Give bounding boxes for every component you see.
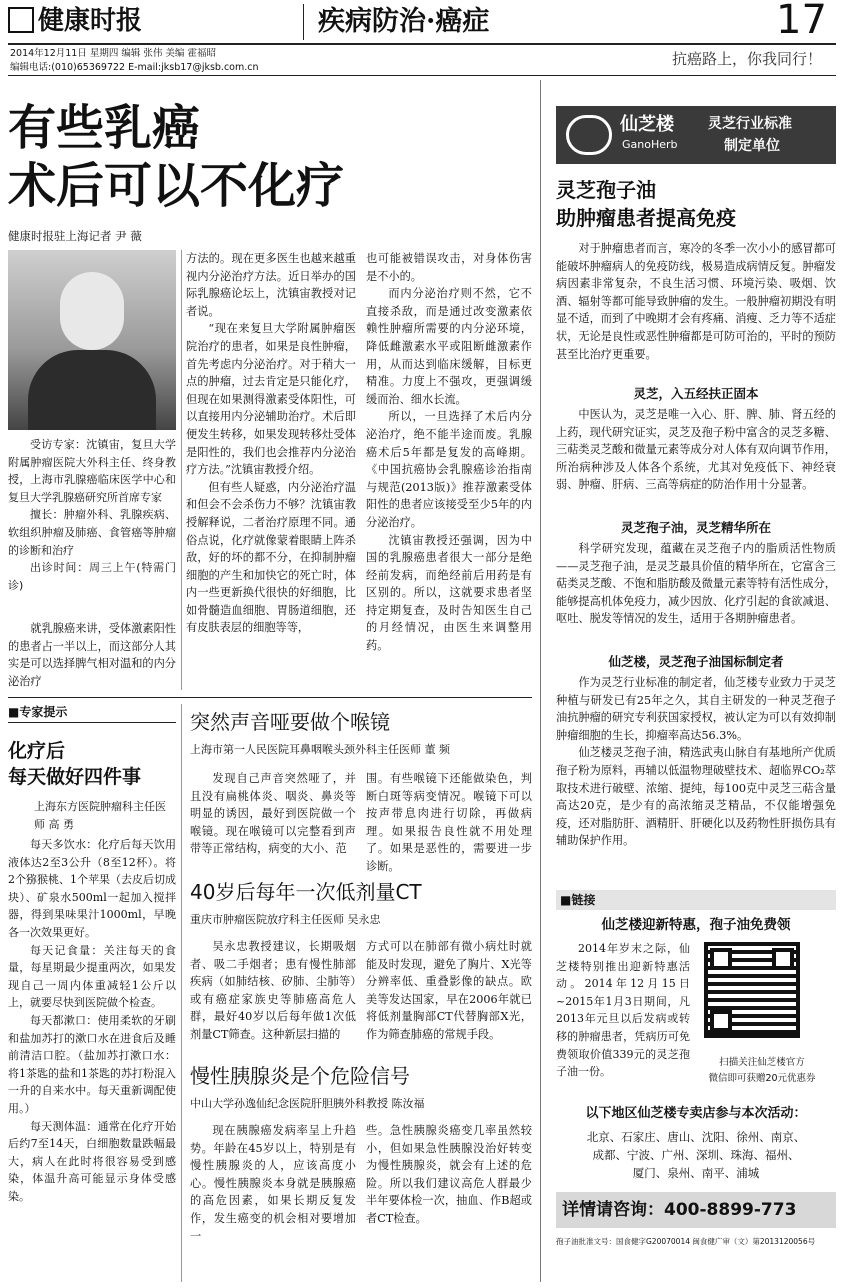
art4-col2 bbox=[366, 1122, 532, 1282]
logo-icon bbox=[8, 7, 34, 33]
person-body-icon bbox=[28, 350, 156, 430]
paragraph: 对于肿瘤患者而言，寒冷的冬季一次小小的感冒都可能破坏肿瘤病人的免疫防线，极易造成病情反复。肿瘤发病因素非常复杂，不良生活习惯、环境污染、吸烟、饮酒、辐射等都可能导致肿瘤的发生。一般肿瘤初期没有明显不适，而到了中晚期才会有疼痛、消瘦、乏力等不适症状，无论是良性或恶性肿瘤都是可防可治的，平时的预防甚至比治疗更重要。 bbox=[556, 242, 836, 361]
hotline-label: 详情请咨询： bbox=[562, 1200, 664, 1220]
masthead-logo: 健康时报 bbox=[8, 2, 168, 40]
paragraph: 中医认为，灵芝是唯一入心、肝、脾、肺、肾五经的上药，现代研究证实，灵芝及孢子粉中富含的灵芝多糖、三萜类灵芝酸和微量元素等成分对人体有双向调节作用，所治病种涉及人体各个系统，尤其对免疫低下、神经衰弱、肿瘤、肝病、三高等病症的防治作用十分显著。 bbox=[556, 408, 836, 492]
tips-body bbox=[8, 836, 176, 1282]
date-line: 2014年12月11日 星期四 编辑 张伟 美编 霍福昭 bbox=[10, 48, 216, 59]
badge-line2: 制定单位 bbox=[724, 138, 780, 154]
expert-specialty: 擅长：肿瘤外科、乳腺疾病、软组织肿瘤及肺癌、食管癌等肿瘤的诊断和治疗 bbox=[8, 508, 176, 557]
expert-photo bbox=[8, 250, 176, 430]
ad-title1: 灵芝孢子油 bbox=[556, 178, 656, 202]
art3-title: 40岁后每年一次低剂量CT bbox=[190, 880, 422, 904]
stores-line1: 北京、石家庄、唐山、沈阳、徐州、南京、 bbox=[586, 1130, 806, 1144]
ad-sub1-text bbox=[556, 406, 836, 512]
paragraph: “现在来复旦大学附属肿瘤医院治疗的患者，如果是良性肿瘤，首先考虑内分泌治疗。对于稍大一点的肿瘤，过去肯定是只能化疗，但现在如果测得激素受体阳性，可以直接用内分泌辅助治疗。术后即便发生转移，如果发现转移灶受体是阳性的，我们也会推荐内分泌治疗方法。”沈镇宙教授介绍。 bbox=[186, 322, 356, 477]
hotline-number: 400-8899-773 bbox=[664, 1200, 797, 1220]
page-number: 17 bbox=[776, 0, 827, 43]
art4-author: 中山大学孙逸仙纪念医院肝胆胰外科教授 陈汝福 bbox=[190, 1097, 425, 1110]
art4-title: 慢性胰腺炎是个危险信号 bbox=[190, 1064, 410, 1088]
main-col3 bbox=[366, 250, 532, 690]
ad-sub2-text bbox=[556, 540, 836, 648]
ganoherb-logo-icon bbox=[566, 115, 612, 155]
stores-title: 以下地区仙芝楼专卖店参与本次活动： bbox=[585, 1106, 807, 1121]
ad-intro bbox=[556, 240, 836, 382]
link-tag: ■链接 bbox=[556, 890, 836, 910]
promo-text bbox=[556, 940, 690, 1082]
paragraph: 而内分泌治疗则不然，它不直接杀敌，而是通过改变激素依赖性肿瘤所需要的内分泌环境，降低雌激素水平或阻断雌激素作用，从而达到临床缓解，目标更精准。力度上不强攻，更强调缓缓而治、细水长流。 bbox=[366, 287, 532, 406]
paragraph: 所以，一旦选择了术后内分泌治疗，绝不能半途而废。乳腺癌术后5年都是复发的高峰期。《中国抗癌协会乳腺癌诊治指南与规范(2013版)》推荐激素受体阳性的患者应该接受至少5年的内分泌治疗。 bbox=[366, 410, 532, 529]
contact-line: 编辑电话:(010)65369722 E-mail:jksb17@jksb.com.cn bbox=[10, 62, 259, 73]
tip-paragraph: 每天记食量：关注每天的食量，每星期最少提重两次，如果发现自己一周内体重减轻1公斤以上，就要尽快到医院做个检查。 bbox=[8, 943, 176, 1010]
promo-title: 仙芝楼迎新特惠，孢子油免费领 bbox=[601, 917, 791, 933]
art2-author: 上海市第一人民医院耳鼻咽喉头颈外科主任医师 董 频 bbox=[190, 743, 450, 756]
expert-clinic: 出诊时间：周三上午(特需门诊) bbox=[8, 561, 176, 592]
tip-paragraph: 每天都漱口：使用柔软的牙刷和盐加苏打的漱口水在进食后及睡前清洁口腔。（盐加苏打漱口水：将1茶匙的盐和1茶匙的苏打粉混入一升的自来水中。每天重新调配使用。） bbox=[8, 1013, 176, 1115]
paragraph: 围。有些喉镜下还能做染色，判断白斑等病变情况。喉镜下可以按声带息肉进行切除，再做病理。如果报告良性就不用处理了。如果是恶性的，需要进一步诊断。 bbox=[366, 772, 532, 873]
main-col2 bbox=[186, 250, 356, 690]
expert-box bbox=[8, 436, 176, 606]
paragraph: 2014年岁末之际，仙芝楼特别推出迎新特惠活动。2014年12月15日~2015年1月3日期间，凡2013年元旦以后发病或转移的肿瘤患者，凭病历可免费领取价值339元的灵芝孢子油一份。 bbox=[556, 942, 690, 1079]
paragraph: 科学研究发现，蕴藏在灵芝孢子内的脂质活性物质——灵芝孢子油，是灵芝最具价值的精华所在，它富含三萜类灵芝酸、不饱和脂肪酸及微量元素等特有活性成分，能够提高机体免疫力，减少因放、化疗引起的食欲减退、呕吐、脱发等情况的发生，适用于各期肿瘤患者。 bbox=[556, 542, 836, 626]
approval-number: 孢子油批准文号：国食健字G20070014 闽食健广审（文）第2013120056号 bbox=[556, 1237, 816, 1246]
hotline-bar bbox=[556, 1192, 836, 1228]
art3-col1 bbox=[190, 938, 356, 1060]
ad-banner bbox=[556, 106, 836, 164]
art3-col2 bbox=[366, 938, 532, 1060]
badge-line1: 灵芝行业标准 bbox=[708, 116, 792, 132]
headline-line2: 术后可以不化疗 bbox=[8, 158, 345, 214]
tips-tag: ■专家提示 bbox=[8, 705, 68, 719]
paragraph: 些。急性胰腺炎癌变几率虽然较小，但如果急性胰腺没治好转变为慢性胰腺炎，就会有上述的危险。所以我们建议高危人群最少半年要体检一次，抽血、作B超或者CT检查。 bbox=[366, 1124, 532, 1225]
paragraph: 但有些人疑惑，内分泌治疗温和但会不会杀伤力不够？沈镇宙教授解释说，二者治疗原理不同。通俗点说，化疗就像蒙着眼睛上阵杀敌，好的坏的都不分，在抑制肿瘤细胞的产生和加快它的死亡时，体内一些更新换代很快的好细胞，比如骨髓造血细胞、胃肠道细胞，还有皮肤表层的细胞等等， bbox=[186, 480, 356, 635]
expert-intro: 受访专家：沈镇宙，复旦大学附属肿瘤医院大外科主任、终身教授，上海市乳腺癌临床医学中心和复旦大学乳腺癌研究所首席专家 bbox=[8, 438, 176, 504]
qr-caption1: 扫描关注仙芝楼官方 bbox=[719, 1057, 805, 1068]
brand-en: GanoHerb bbox=[622, 138, 678, 151]
ad-sub3: 仙芝楼，灵芝孢子油国标制定者 bbox=[608, 654, 784, 669]
headline-line1: 有些乳癌 bbox=[8, 100, 201, 156]
section-title: 疾病防治·癌症 bbox=[318, 6, 490, 37]
qr-code bbox=[704, 942, 800, 1038]
tips-title2: 每天做好四件事 bbox=[8, 766, 142, 788]
art2-col1 bbox=[190, 770, 356, 876]
main-col1 bbox=[8, 620, 176, 692]
paragraph: 吴永忠教授建议，长期吸烟者、吸二手烟者；患有慢性肺部疾病（如肺结核、矽肺、尘肺等）或有癌症家族史等肺癌高危人群，最好40岁以后每年做1次低剂量CT筛查。这种新层扫描的 bbox=[190, 940, 356, 1041]
tip-paragraph: 每天多饮水：化疗后每天饮用液体达2至3公升（8至12杯）。将2个猕猴桃、1个苹果（去皮后切成块）、矿泉水500ml一起加入搅拌器，得到果味果汁1000ml，早晚各一次效果更好。 bbox=[8, 838, 176, 939]
art3-author: 重庆市肿瘤医院放疗科主任医师 吴永忠 bbox=[190, 913, 381, 926]
qr-caption2: 微信即可获赠20元优惠券 bbox=[708, 1073, 816, 1084]
tip-paragraph: 每天测体温：通常在化疗开始后约7至14天，白细胞数量跌幅最大，病人在此时将很容易受到感染，体温升高可能显示身体受感染。 bbox=[8, 1119, 176, 1203]
art4-col1 bbox=[190, 1122, 356, 1282]
paragraph: 现在胰腺癌发病率呈上升趋势。年龄在45岁以上，特别是有慢性胰腺炎的人，应该高度小心。慢性胰腺炎本身就是胰腺癌的高危因素，如果长期反复发作，发生癌变的机会相对要增加一 bbox=[190, 1124, 356, 1243]
stores-line2: 成都、宁波、广州、深圳、珠海、福州、 bbox=[592, 1148, 800, 1162]
brand-cn: 仙芝楼 bbox=[620, 114, 674, 135]
stores-line3: 厦门、泉州、南平、浦城 bbox=[632, 1166, 760, 1180]
tips-title1: 化疗后 bbox=[8, 740, 66, 762]
paragraph: 也可能被错误攻击，对身体伤害是不小的。 bbox=[366, 252, 532, 283]
person-head-icon bbox=[60, 272, 124, 350]
slogan: 抗癌路上，你我同行！ bbox=[672, 50, 823, 68]
paragraph: 仙芝楼灵芝孢子油，精选武夷山脉自有基地所产优质孢子粉为原料，再辅以低温物理破壁技术、超临界CO₂萃取技术进行破壁、浓缩、提纯，每100克中灵芝三萜含量高达20克，是少有的高浓缩灵芝精品，不仅能增强免疫，还对脂肪肝、酒精肝、肝硬化以及药物性肝损伤具有辅助保护作用。 bbox=[556, 746, 836, 848]
paragraph: 方法的。现在更多医生也越来越重视内分泌治疗方法。近日举办的国际乳腺癌论坛上，沈镇宙教授对记者说。 bbox=[186, 252, 356, 318]
paragraph: 沈镇宙教授还强调，因为中国的乳腺癌患者很大一部分是绝经前发病，而绝经前后用药是有区别的。所以，这就要求患者坚持定期复查，及时告知医生自己的月经情况，由医生来调整用药。 bbox=[366, 533, 532, 653]
paragraph: 作为灵芝行业标准的制定者，仙芝楼专业致力于灵芝种植与研发已有25年之久，其自主研发的一种灵芝孢子油抗肿瘤的研究专利获国家授权，被认定为可以有效抑制肿瘤细胞的生长，抑瘤率高达56.3%。 bbox=[556, 676, 836, 742]
paragraph: 发现自己声音突然哑了，并且没有扁桃体炎、咽炎、鼻炎等明显的诱因，最好到医院做一个喉镜。现在喉镜可以完整看到声带等正常结构，病变的大小、范 bbox=[190, 772, 356, 856]
ad-title2: 助肿瘤患者提高免疫 bbox=[556, 206, 736, 230]
tips-author: 上海东方医院肿瘤科主任医师 高 勇 bbox=[34, 800, 166, 831]
ad-sub3-text bbox=[556, 674, 836, 874]
art2-title: 突然声音哑要做个喉镜 bbox=[190, 710, 390, 734]
paragraph: 方式可以在肺部有微小病灶时就能及时发现，避免了胸片、X光等分辨率低、重叠影像的缺点。欧美等发达国家，早在2006年就已将低剂量胸部CT代替胸部X光，作为筛查肺癌的常规手段。 bbox=[366, 940, 532, 1041]
ad-sub1: 灵芝，入五经扶正固本 bbox=[633, 386, 759, 401]
ad-sub2: 灵芝孢子油，灵芝精华所在 bbox=[620, 520, 771, 535]
art2-col2 bbox=[366, 770, 532, 876]
byline: 健康时报驻上海记者 尹 薇 bbox=[8, 229, 142, 243]
paragraph: 就乳腺癌来讲，受体激素阳性的患者占一半以上，而这部分人其实是可以选择脾气相对温和的内分泌治疗 bbox=[8, 622, 176, 688]
